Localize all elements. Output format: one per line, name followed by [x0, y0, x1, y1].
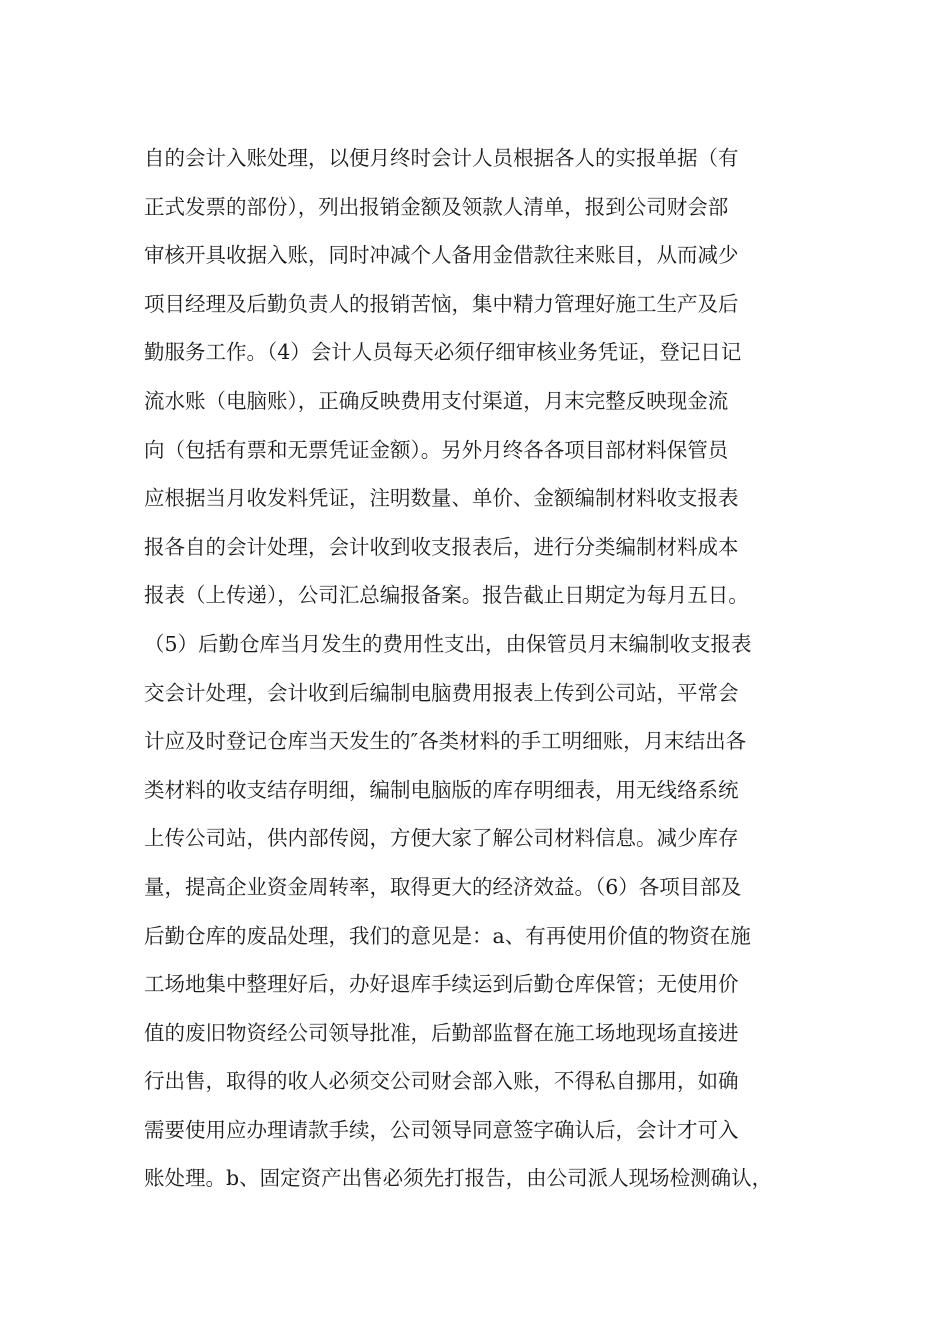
text-line: 自的会计入账处理，以便月终时会计人员根据各人的实报单据（有 [144, 146, 739, 170]
text-line: 账处理。b、固定资产出售必须先打报告，由公司派人现场检测确认， [144, 1166, 773, 1191]
text-line: 需要使用应办理请款手续，公司领导同意签字确认后，会计才可入 [144, 1117, 739, 1142]
text-line: 上传公司站，供内部传阅，方便大家了解公司材料信息。减少库存 [144, 826, 739, 851]
text-line: 行出售，取得的收人必须交公司财会部入账，不得私自挪用，如确 [144, 1069, 739, 1094]
text-line: 报表（上传递），公司汇总编报备案。报告截止日期定为每月五日。 [144, 583, 749, 608]
text-line: 应根据当月收发料凭证，注明数量、单价、金额编制材料收支报表 [144, 486, 739, 511]
text-line: （5）后勤仓库当月发生的费用性支出，由保管员月末编制收支报表 [144, 631, 752, 656]
text-line: 流水账（电脑账），正确反映费用支付渠道，月末完整反映现金流 [144, 388, 729, 413]
text-line: 交会计处理，会计收到后编制电脑费用报表上传到公司站，平常会 [144, 680, 739, 705]
text-line: 勤服务工作。（4）会计人员每天必须仔细审核业务凭证，登记日记 [144, 340, 742, 365]
text-line: 量，提高企业资金周转率，取得更大的经济效益。（6）各项目部及 [144, 874, 742, 899]
text-line: 审核开具收据入账，同时冲减个人备用金借款往来账目，从而减少 [144, 243, 739, 268]
text-line: 类材料的收支结存明细，编制电脑版的库存明细表，用无线络系统 [144, 777, 739, 802]
text-line: 值的废旧物资经公司领导批准，后勤部监督在施工场地现场直接进 [144, 1020, 739, 1045]
body-text [144, 134, 834, 1203]
text-line: 报各自的会计处理，会计收到收支报表后，进行分类编制材料成本 [144, 534, 739, 559]
text-line: 工场地集中整理好后，办好退库手续运到后勤仓库保管；无使用价 [144, 972, 739, 997]
text-line: 后勤仓库的废品处理，我们的意见是：a、有再使用价值的物资在施 [144, 923, 751, 948]
text-line: 项目经理及后勤负责人的报销苦恼，集中精力管理好施工生产及后 [144, 291, 739, 316]
text-line: 向（包括有票和无票凭证金额）。另外月终各各项目部材料保管员 [144, 437, 729, 462]
text-line: 正式发票的部份），列出报销金额及领款人清单，报到公司财会部 [144, 194, 729, 219]
text-line: 计应及时登记仓库当天发生的″各类材料的手工明细账，月末结出各 [144, 729, 747, 754]
